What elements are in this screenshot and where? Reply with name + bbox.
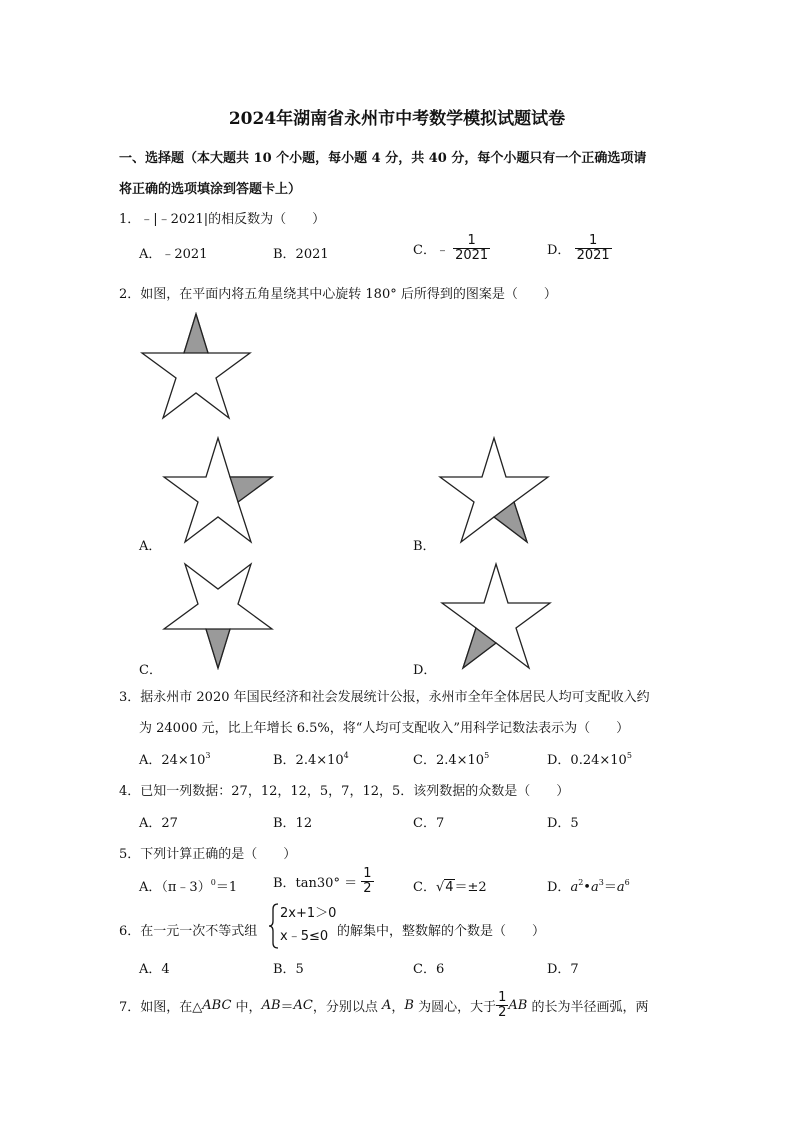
q2-option-b-star [438, 436, 550, 544]
q1-option-b: B．2021 [273, 247, 329, 262]
q1-stem: 1．﹣|﹣2021|的相反数为（ ） [119, 212, 326, 227]
q3-option-a [139, 749, 210, 768]
q5-b-numerator: 1 [363, 866, 372, 881]
q6-option-a: A．4 [139, 962, 170, 977]
section-heading-line1: 一、选择题（本大题共 10 个小题，每小题 4 分，共 40 分，每个小题只有一个正确选项请 [119, 151, 647, 166]
q6-inequality-1: 2x+1＞0 [280, 906, 337, 921]
q6-stem-pre: 6．在一元一次不等式组 [119, 924, 258, 939]
q7-pre: 7．如图，在△ [119, 1000, 203, 1015]
q6-stem-post: 的解集中，整数解的个数是（ ） [337, 924, 546, 939]
q1-option-c-fraction [453, 234, 490, 263]
q1-option-c [413, 234, 490, 263]
q2-option-b: B． [413, 539, 436, 554]
q2-stem: 2．如图，在平面内将五角星绕其中心旋转 180° 后所得到的图案是（ ） [119, 287, 557, 302]
q3-option-c [413, 749, 489, 768]
q4-option-b: B．12 [273, 816, 313, 831]
q2-option-c: C． [139, 663, 162, 678]
q3-a-base: A．24×10 [139, 753, 206, 768]
q5-d-e1: 2 [578, 878, 584, 887]
q5-c-radicand: 4 [445, 880, 454, 895]
q7-line1 [119, 991, 649, 1020]
q5-stem: 5．下列计算正确的是（ ） [119, 847, 297, 862]
q1-c-numerator: 1 [453, 234, 490, 249]
q7-abc: ABC [202, 998, 232, 1013]
star-outline [442, 564, 550, 668]
q6-option-b: B．5 [273, 962, 304, 977]
q5-c-tail: ＝±2 [454, 880, 487, 895]
q1-d-numerator: 1 [575, 234, 612, 249]
left-brace-icon [268, 903, 280, 949]
sqrt-icon: √ [435, 880, 445, 895]
star-outline [164, 438, 272, 542]
q3-a-exp: 3 [205, 751, 211, 760]
q5-a-exp: 0 [210, 878, 216, 887]
q7-mid3: 为圆心，大于 [413, 1000, 497, 1015]
q6-option-c: C．6 [413, 962, 445, 977]
q5-d-e3: 6 [624, 878, 630, 887]
q5-a-base: A．（π﹣3） [139, 880, 211, 895]
q7-half-denominator: 2 [498, 1005, 507, 1020]
q5-a-tail: ＝1 [215, 880, 238, 895]
q1-option-d-fraction [575, 234, 612, 263]
q5-d-a3: a [616, 880, 625, 895]
q5-b-denominator: 2 [363, 881, 372, 896]
q7-comma: ， [391, 1000, 405, 1015]
q3-line2: 为 24000 元，比上年增长 6.5%，将“人均可支配收入”用科学记数法表示为（ ） [139, 721, 630, 736]
q4-stem: 4．已知一列数据：27，12，12，5，7，12，5．该列数据的众数是（ ） [119, 784, 570, 799]
q1-option-d [547, 234, 612, 263]
q6-inequality-2: x﹣5≤0 [280, 929, 329, 944]
star-shaded-point [206, 629, 230, 668]
q3-d-base: D．0.24×10 [547, 753, 627, 768]
q7-ac: AC [293, 998, 313, 1013]
q5-d-eq: ＝ [603, 880, 617, 895]
q1-c-denominator: 2021 [455, 248, 489, 263]
q5-b-fraction [361, 867, 373, 896]
q5-d-label: D． [547, 880, 571, 895]
q5-d-dot: • [583, 880, 591, 895]
star-outline [440, 438, 548, 542]
q5-b-label: B．tan30° ＝ [273, 876, 358, 891]
q7-a: A [382, 998, 392, 1013]
q7-post: 的长为半径画弧，两 [527, 1000, 649, 1015]
q7-ab: AB [261, 998, 281, 1013]
q3-option-d [547, 749, 632, 768]
q7-mid1: 中， [231, 1000, 262, 1015]
q2-original-star [140, 312, 252, 420]
page-title: 2024年湖南省永州市中考数学模拟试题试卷 [228, 109, 566, 129]
q3-c-base: C．2.4×10 [413, 753, 485, 768]
q5-option-b [273, 867, 374, 896]
q3-b-exp: 4 [343, 751, 349, 760]
q5-c-label: C． [413, 880, 436, 895]
q4-option-c: C．7 [413, 816, 445, 831]
q5-d-e2: 3 [598, 878, 604, 887]
q4-option-d: D．5 [547, 816, 579, 831]
q5-option-d [547, 876, 630, 895]
q2-option-c-star [162, 562, 274, 670]
q2-option-d-star [440, 562, 552, 670]
q1-option-a: A．﹣2021 [139, 247, 208, 262]
q2-option-a-star [162, 436, 274, 544]
q1-option-d-label: D． [547, 243, 571, 258]
q5-option-c [413, 876, 487, 895]
q2-option-d: D． [413, 663, 437, 678]
q6-option-d: D．7 [547, 962, 579, 977]
q7-half-fraction [496, 991, 508, 1020]
q7-eq: ＝ [280, 1000, 294, 1015]
q3-c-exp: 5 [484, 751, 490, 760]
star-shaded-point [230, 477, 272, 502]
q3-option-b [273, 749, 349, 768]
q4-option-a: A．27 [139, 816, 178, 831]
q3-b-base: B．2.4×10 [273, 753, 344, 768]
q7-ab2: AB [508, 998, 528, 1013]
q7-b: B [404, 998, 414, 1013]
q3-d-exp: 5 [626, 751, 632, 760]
q7-mid2: ，分别以点 [312, 1000, 383, 1015]
q7-half-numerator: 1 [498, 990, 507, 1005]
q1-option-c-label: C．﹣ [413, 243, 449, 258]
q1-d-denominator: 2021 [576, 248, 610, 263]
q3-line1: 3．据永州市 2020 年国民经济和社会发展统计公报，永州市全年全体居民人均可支配收入约 [119, 690, 650, 705]
q5-d-a1: a [570, 880, 579, 895]
star-shaded-point [184, 314, 208, 353]
q5-option-a [139, 876, 237, 895]
q2-option-a: A． [139, 539, 162, 554]
q5-d-a2: a [590, 880, 599, 895]
section-heading-line2: 将正确的选项填涂到答题卡上） [119, 182, 302, 197]
